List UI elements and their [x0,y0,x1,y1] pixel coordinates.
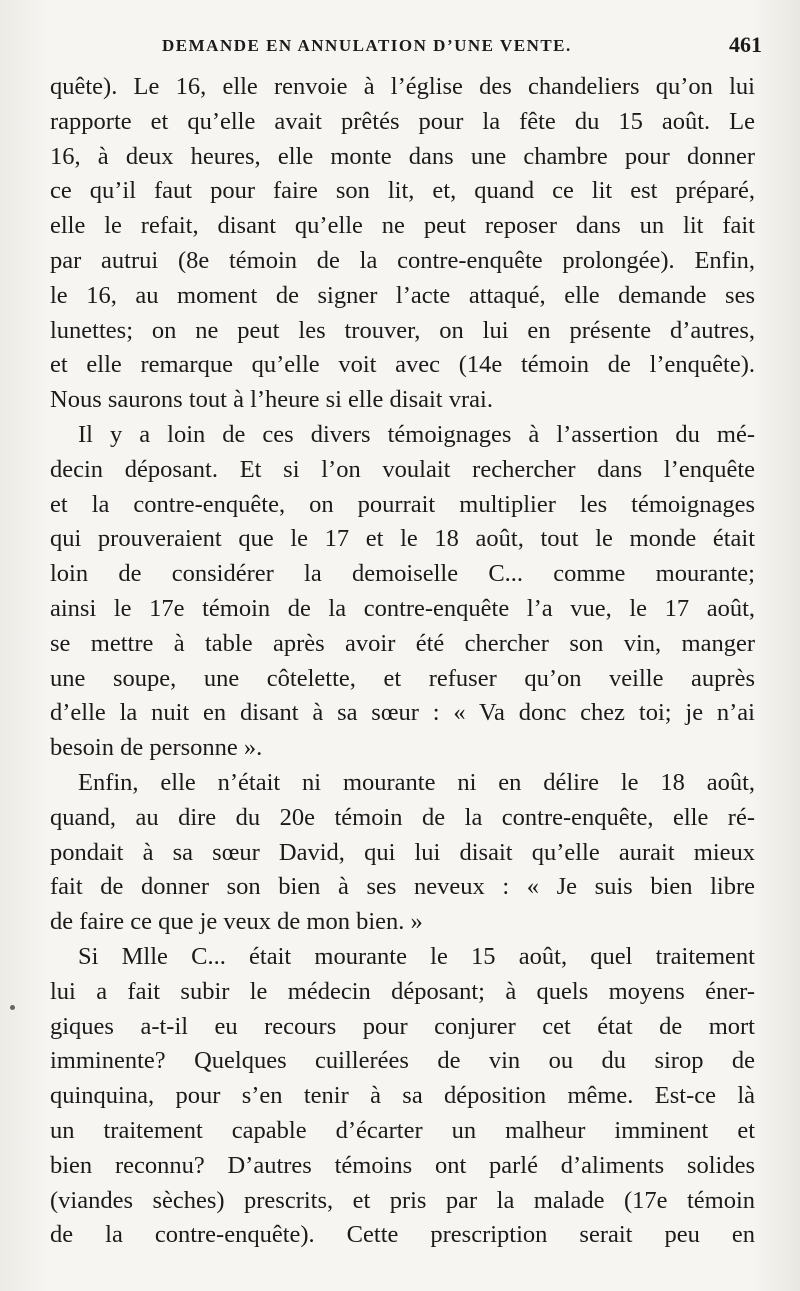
text-line: 16, à deux heures, elle monte dans une chambre pour donner [50,142,755,170]
text-line: Enfin, elle n’était ni mourante ni en délire le 18 août, [78,768,755,796]
text-line: quand, au dire du 20e témoin de la contre-enquête, elle ré- [50,803,755,831]
text-line: imminente? Quelques cuillerées de vin ou du sirop de [50,1047,755,1075]
text-line: (viandes sèches) prescrits, et pris par la malade (17e témoin [50,1186,755,1214]
page-number: 461 [729,32,762,57]
text-line: Il y a loin de ces divers témoignages à l’assertion du mé- [78,420,755,448]
text-line: rapporte et qu’elle avait prêtés pour la fête du 15 août. Le [50,107,755,135]
text-line: bien reconnu? D’autres témoins ont parlé d’aliments solides [50,1151,755,1179]
text-line: et elle remarque qu’elle voit avec (14e témoin de l’enquête). [50,351,755,379]
text-line: fait de donner son bien à ses neveux : « Je suis bien libre [50,873,755,901]
text-line: par autrui (8e témoin de la contre-enquête prolongée). Enfin, [50,246,755,274]
text-line: un traitement capable d’écarter un malheur imminent et [50,1116,755,1144]
body-text [50,70,755,1253]
text-line: besoin de personne ». [50,734,263,762]
margin-mark [10,1005,15,1010]
text-line: d’elle la nuit en disant à sa sœur : « Va donc chez toi; je n’ai [50,699,755,727]
text-line: quête). Le 16, elle renvoie à l’église des chandeliers qu’on lui [50,73,755,100]
text-line: de la contre-enquête). Cette prescription serait peu en [50,1221,755,1249]
text-line: quinquina, pour s’en tenir à sa déposition même. Est-ce là [50,1082,755,1110]
text-line: ce qu’il faut pour faire son lit, et, quand ce lit est préparé, [50,177,755,205]
text-line: de faire ce que je veux de mon bien. » [50,908,423,936]
text-line: et la contre-enquête, on pourrait multiplier les témoignages [50,490,755,518]
text-line: lunettes; on ne peut les trouver, on lui en présente d’autres, [50,316,755,344]
text-line: se mettre à table après avoir été chercher son vin, manger [50,629,755,657]
text-line: lui a fait subir le médecin déposant; à quels moyens éner- [50,977,755,1005]
text-line: Si Mlle C... était mourante le 15 août, quel traitement [78,942,755,970]
text-line: une soupe, une côtelette, et refuser qu’on veille auprès [50,664,755,692]
text-line: ainsi le 17e témoin de la contre-enquête l’a vue, le 17 août, [50,594,755,622]
text-line: Nous saurons tout à l’heure si elle disait vrai. [50,386,493,414]
text-line: elle le refait, disant qu’elle ne peut reposer dans un lit fait [50,212,755,240]
text-line: loin de considérer la demoiselle C... comme mourante; [50,560,755,588]
running-title: DEMANDE EN ANNULATION D’UNE VENTE. [162,36,572,55]
text-line: giques a-t-il eu recours pour conjurer cet état de mort [50,1012,755,1040]
page-header [62,30,770,64]
text-line: pondait à sa sœur David, qui lui disait qu’elle aurait mieux [50,838,755,866]
text-line: le 16, au moment de signer l’acte attaqué, elle demande ses [50,281,755,309]
text-line: decin déposant. Et si l’on voulait rechercher dans l’enquête [50,455,755,483]
text-line: qui prouveraient que le 17 et le 18 août, tout le monde était [50,525,755,553]
